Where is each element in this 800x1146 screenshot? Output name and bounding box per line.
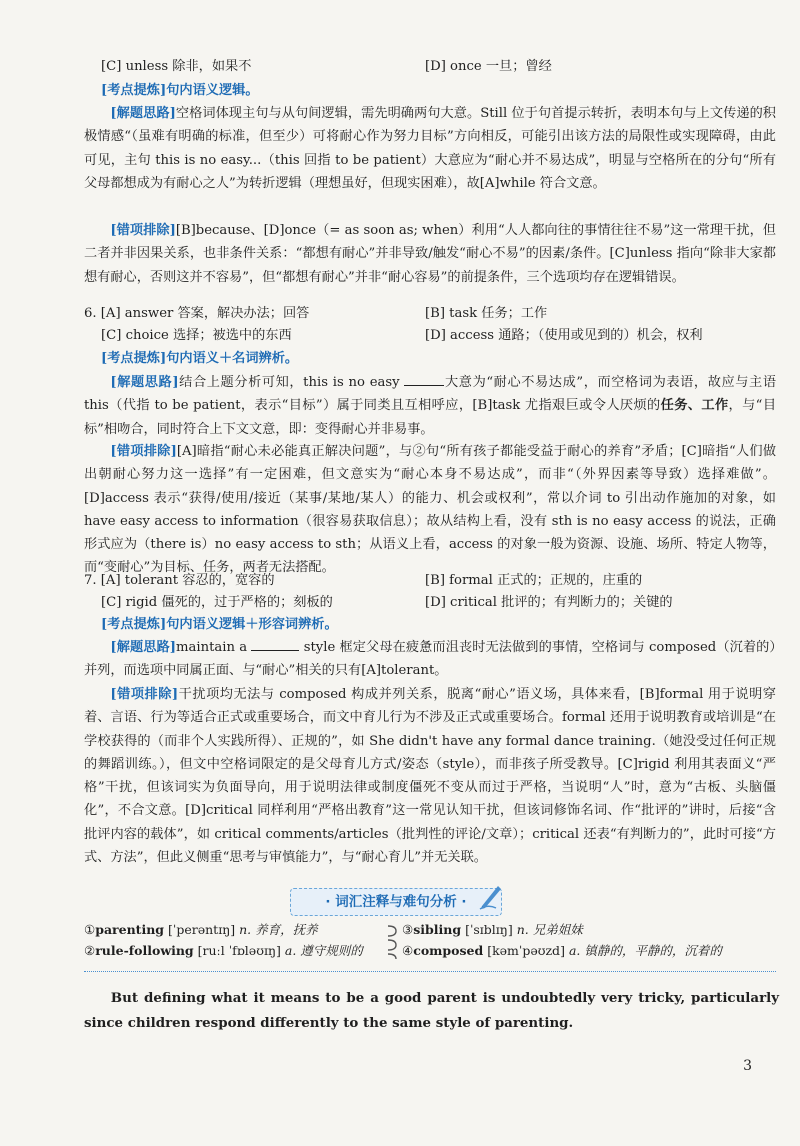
section-banner: · 词汇注释与难句分析 · [290,888,502,916]
vocab-item-1 [84,920,318,940]
jieti-tag: [解题思路] [110,375,179,390]
kaodian-text: 句内语义＋名词辨析。 [166,351,299,366]
q7-option-c: [C] rigid 僵死的，过于严格的；刻板的 [101,595,333,610]
q7-option-b: [B] formal 正式的；正规的，庄重的 [425,573,643,588]
jieti-text-pre: maintain a [176,640,248,655]
jieti-text-post: 大意为“耐心不易达成”，而空格词为表语，故应与主语 this（代指 to be patient，表示“目标”）属于同类且互相呼应，[B]task 尤指艰巨或令人厌烦的 [84,375,777,414]
pen-icon [478,882,504,910]
vocab-ipa: [kəmˈpəʊzd] [487,943,565,958]
jieti-text: 空格词体现主句与从句间逻辑，需先明确两句大意。Still 位于句首提示转折，表明本句与上文传递的积极情感“（虽难有明确的标准，但至少）可将耐心作为努力目标”方向相反，可能引出该方法的局限性或实现障碍，由此可见，主句 this is no easy...（this 回指 to be patient）大意应为“耐心并不易达成”，明显与空格所在的分句“所有父母都想成为有耐心之人”为转折逻辑（理想虽好，但现实困难），故[A]while 符合文意。 [84,106,776,191]
q6-cuoxiang [84,440,776,580]
option-d: [D] once 一旦；曾经 [425,59,552,74]
vocab-word: composed [413,943,484,958]
vocab-ipa: [ruːl ˈfɒləʊɪŋ] [197,943,281,958]
vocab-ipa: [ˈsɪblɪŋ] [465,922,513,937]
cuoxiang-tag: [错项排除] [110,223,176,238]
vocab-ipa: [ˈperəntɪŋ] [168,922,236,937]
dotted-divider [84,971,776,972]
vocab-item-3 [402,920,583,940]
cuoxiang-tag: [错项排除] [110,687,179,702]
kaodian-tag: [考点提炼] [101,617,167,632]
kaodian-tag: [考点提炼] [101,351,167,366]
jieti-tag: [解题思路] [110,640,177,655]
vocab-num: ③ [402,922,414,937]
kaodian-text: 句内语义逻辑＋形容词辨析。 [166,617,338,632]
q7-option-d: [D] critical 批评的；有判断力的；关键的 [425,595,673,610]
jieti-text-end: ，与“目标”相吻合，同时符合上下文文意，即：变得耐心并非易事。 [84,398,777,437]
vocab-item-4 [402,941,722,961]
vocab-num: ④ [402,943,414,958]
vocab-def: a. 遵守规则的 [284,943,363,958]
spiral-binding-icon [386,922,398,962]
q6-option-c: [C] choice 选择；被选中的东西 [101,328,292,343]
cuoxiang-text: [A]暗指“耐心未必能真正解决问题”，与②句“所有孩子都能受益于耐心的养育”矛盾；[C]暗指“人们做出朝耐心努力这一选择”有一定困难，但文意实为“耐心本身不易达成”，而非“（外界因素等导致）选择难做”。[D]access 表示“获得/使用/接近（某事/某地/某人）的能力、机会或权利”，常以介词 to 引出动作施加的对象，如 have easy access to information（很容易获取信息）；故从结构上看，没有 sth is no easy access 的说法，正确形式应为（there is）no easy access to sth；从语义上看，access 的对象一般为资源、设施、场所、特定人物等，而“变耐心”为目标、任务，两者无法搭配。 [84,444,777,576]
jieti-tag: [解题思路] [110,106,176,121]
q7-option-a: 7. [A] tolerant 容忍的，宽容的 [84,573,275,588]
q7-jieti [84,636,776,683]
q5-cuoxiang [84,219,776,289]
vocab-def: n. 养育，抚养 [239,922,318,937]
cuoxiang-tag: [错项排除] [110,444,177,459]
blank-line [251,638,299,651]
vocab-def: n. 兄弟姐妹 [516,922,583,937]
cuoxiang-text: 干扰项均无法与 composed 构成并列关系，脱离“耐心”语义场，具体来看，[B]formal 用于说明穿着、言语、行为等适合正式或重要场合，而文中育儿行为不涉及正式或重要场合。formal 还用于说明教育或培训是“在学校获得的（而非个人实践所得）、正规的”，如 She didn't have any formal dance training.（她没受过任何正规的舞蹈训练。），但文中空格词限定的是父母育儿方式/姿态（style），而非孩子所受教导。[C]rigid 利用其表面义“严格”干扰，但该词实为负面导向，用于说明法律或制度僵死不变从而过于严格，当说明“人”时，意为“古板、头脑僵化”，不合文意。[D]critical 同样利用“严格出教育”这一常见认知干扰，但该词修饰名词、作“批评的”讲时，后接“含批评内容的载体”，如 critical comments/articles（批判性的评论/文章）；critical 还表“有判断力的”，此时可接“方式、方法”，但此义侧重“思考与审慎能力”，与“耐心育儿”并无关联。 [84,687,776,866]
q7-cuoxiang [84,683,776,869]
option-c: [C] unless 除非，如果不 [101,59,252,74]
vocab-item-2 [84,941,363,961]
kaodian-tag: [考点提炼] [101,83,167,98]
vocab-word: parenting [95,922,165,937]
q6-option-d: [D] access 通路；（使用或见到的）机会，权利 [425,328,703,343]
sentence-text: But defining what it means to be a good parent is undoubtedly very tricky, particularly since children respond differently to the same style of parenting. [84,990,779,1031]
vocab-word: sibling [413,922,462,937]
q6-option-b: [B] task 任务；工作 [425,306,548,321]
jieti-text-pre: 结合上题分析可知，this is no easy [178,375,400,390]
page-number: 3 [743,1058,752,1074]
q6-jieti [84,371,776,441]
q6-option-a: 6. [A] answer 答案，解决办法；回答 [84,306,310,321]
vocab-def: a. 镇静的，平静的，沉着的 [568,943,722,958]
jieti-text-post: style 框定父母在疲惫而沮丧时无法做到的事情，空格词与 composed（沉着的）并列，而选项中同属正面、与“耐心”相关的只有[A]tolerant。 [84,640,776,679]
blank-line [404,373,444,386]
difficult-sentence [84,986,779,1036]
vocab-word: rule-following [95,943,194,958]
jieti-text-bold: 任务、工作 [660,398,729,414]
q5-jieti [84,102,776,195]
cuoxiang-text: [B]because、[D]once（= as soon as; when）利用“人人都向往的事情往往不易”这一常理干扰，但二者并非因果关系，也非条件关系：“都想有耐心”并非导致/触发“耐心不易”的因素/条件。[C]unless 指向“除非大家都想有耐心，否则这并不容易”，但“都想有耐心”并非“耐心容易”的前提条件，三个选项均存在逻辑错误。 [84,223,776,285]
vocab-num: ② [84,943,96,958]
vocab-num: ① [84,922,96,937]
kaodian-text: 句内语义逻辑。 [166,83,259,98]
